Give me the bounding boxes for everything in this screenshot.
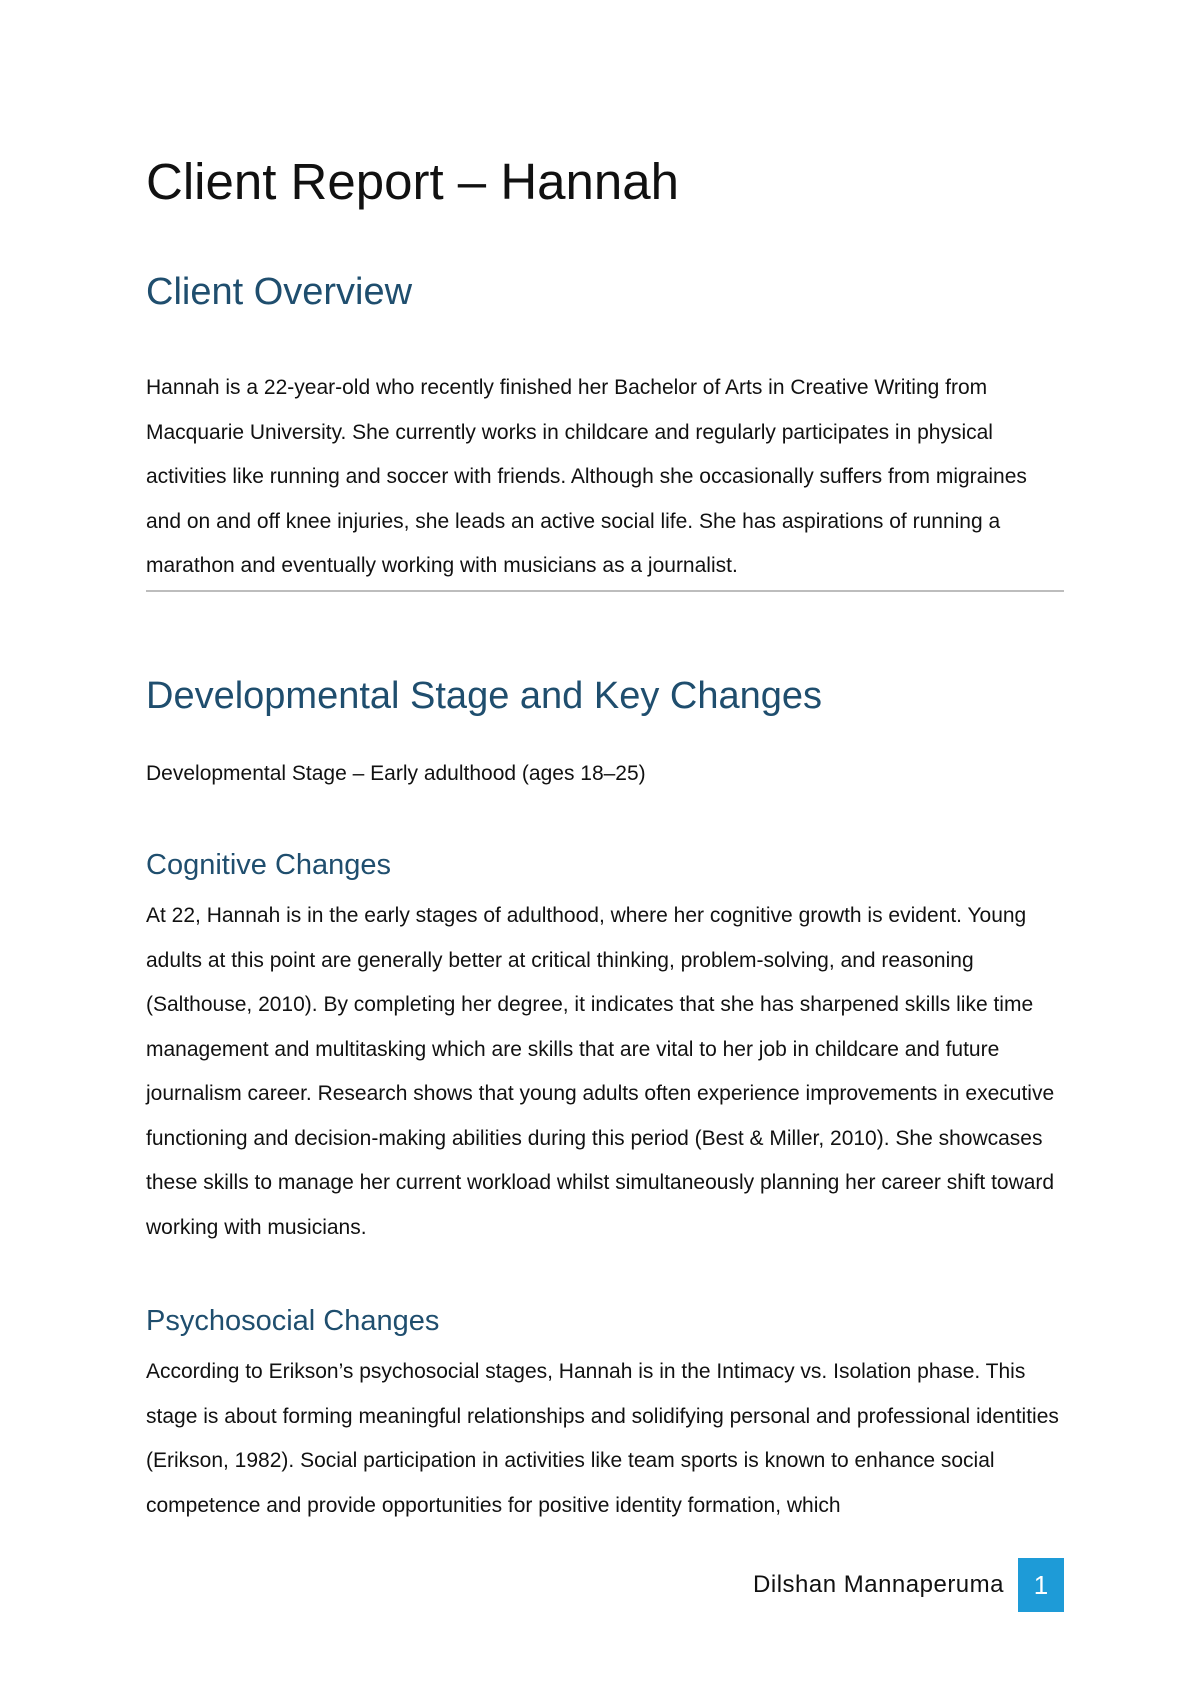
client-overview-paragraph: Hannah is a 22-year-old who recently finished her Bachelor of Arts in Creative Writing from Macquarie University. She currently works in childcare and regularly participates in physical activities like running and soccer with friends. Although she occasionally suffers from migraines and on and off knee injuries, she leads an active social life. She has aspirations of running a marathon and eventually working with musicians as a journalist. <box>146 376 1027 577</box>
section-heading-client-overview: Client Overview <box>146 271 413 313</box>
subsection-heading-cognitive-changes: Cognitive Changes <box>146 849 392 881</box>
psychosocial-changes-paragraph: According to Erikson’s psychosocial stages, Hannah is in the Intimacy vs. Isolation phase. This stage is about forming meaningful relationships and solidifying personal and professional identities (Erikson, 1982). Social participation in activities like team sports is known to enhance social competence and provide opportunities for positive identity formation, which <box>146 1360 1059 1517</box>
document-title: Client Report – Hannah <box>146 153 679 210</box>
page-number-badge: 1 <box>1018 1558 1064 1612</box>
section-divider <box>146 590 1064 592</box>
developmental-stage-line: Developmental Stage – Early adulthood (ages 18–25) <box>146 762 646 785</box>
footer-author: Dilshan Mannaperuma <box>753 1571 1004 1598</box>
subsection-heading-psychosocial-changes: Psychosocial Changes <box>146 1305 440 1337</box>
section-heading-developmental-stage: Developmental Stage and Key Changes <box>146 675 823 717</box>
cognitive-changes-paragraph: At 22, Hannah is in the early stages of adulthood, where her cognitive growth is evident. Young adults at this point are generally better at critical thinking, problem-solving, and reasoning (Salthouse, 2010). By completing her degree, it indicates that she has sharpened skills like time management and multitasking which are skills that are vital to her job in childcare and future journalism career. Research shows that young adults often experience improvements in executive functioning and decision-making abilities during this period (Best & Miller, 2010). She showcases these skills to manage her current workload whilst simultaneously planning her career shift toward working with musicians. <box>146 904 1055 1239</box>
page-footer <box>753 1558 1064 1612</box>
